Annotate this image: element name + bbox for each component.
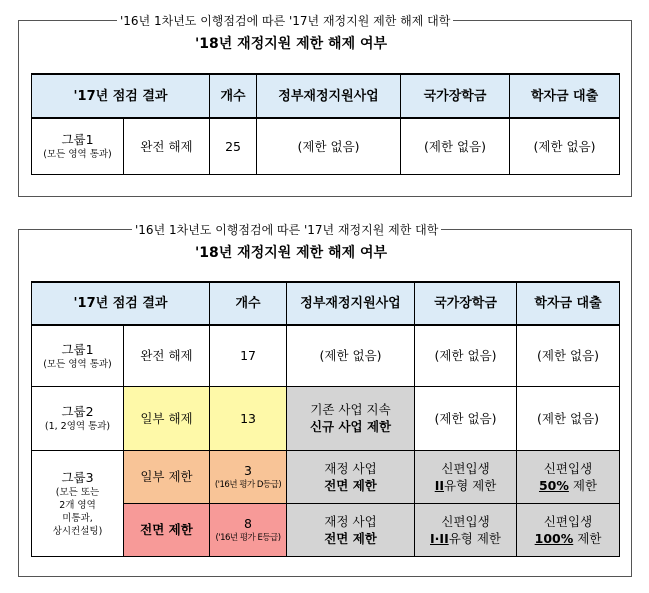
scholarship-line1: 신편입생: [441, 460, 490, 476]
section2-header-row: [32, 282, 620, 325]
table-row: [32, 386, 620, 450]
count-cell: 17: [210, 325, 287, 386]
loan-rest: 제한: [573, 530, 602, 546]
result-cell: 일부 제한: [124, 450, 210, 503]
count-cell: 25: [210, 118, 257, 174]
header-loan: 학자금 대출: [517, 282, 620, 325]
scholarship-rest: 유형 제한: [444, 477, 497, 493]
table-row: [32, 325, 620, 386]
header-result: '17년 점검 결과: [32, 74, 210, 118]
gov-cell: [287, 450, 415, 503]
header-gov: 정부재정지원사업: [257, 74, 401, 118]
group-cell: [32, 118, 124, 174]
section1-table: [31, 73, 620, 175]
gov-cell: [287, 386, 415, 450]
gov-cell: [287, 503, 415, 556]
gov-cell: (제한 없음): [257, 118, 401, 174]
header-result: '17년 점검 결과: [32, 282, 210, 325]
result-cell: 완전 해제: [124, 118, 210, 174]
scholarship-cell: (제한 없음): [415, 386, 517, 450]
result-cell: 전면 제한: [124, 503, 210, 556]
loan-cell: (제한 없음): [517, 386, 620, 450]
result-cell: 일부 해제: [124, 386, 210, 450]
header-gov: 정부재정지원사업: [287, 282, 415, 325]
group-sub-label: (모든 영역 통과): [43, 149, 112, 161]
header-loan: 학자금 대출: [510, 74, 620, 118]
group-label: 그룹3: [61, 469, 94, 485]
group-sub-label-1: (모든 또는: [55, 486, 100, 498]
scholarship-cell: (제한 없음): [401, 118, 510, 174]
group-sub-label-3: 미통과,: [62, 512, 93, 524]
gov-line2: 신규 사업 제한: [309, 419, 392, 434]
section1-header-row: [32, 74, 620, 118]
loan-rest: 제한: [568, 477, 598, 493]
scholarship-cell: (제한 없음): [415, 325, 517, 386]
table-row: [32, 118, 620, 174]
group-sub-label-2: 2개 영역: [59, 499, 96, 511]
count-value: 8: [244, 516, 252, 531]
header-count: 개수: [210, 282, 287, 325]
loan-cell: (제한 없음): [517, 325, 620, 386]
section1-legend: '16년 1차년도 이행점검에 따른 '17년 재정지원 제한 해제 대학: [117, 12, 453, 29]
section2-subtitle: '18년 재정지원 제한 해제 여부: [195, 245, 388, 261]
result-cell: 완전 해제: [124, 325, 210, 386]
group-sub-label-4: 상시컨설팅): [52, 525, 103, 537]
header-count: 개수: [210, 74, 257, 118]
count-grade-note: ('16년 평가 E등급): [215, 533, 281, 543]
count-cell: 13: [210, 386, 287, 450]
section2-table: [31, 281, 620, 557]
scholarship-type: I·II: [430, 530, 449, 546]
loan-cell: [517, 503, 620, 556]
count-cell: [210, 450, 287, 503]
loan-line1: 신편입생: [543, 513, 593, 529]
header-scholarship: 국가장학금: [401, 74, 510, 118]
group-label: 그룹2: [61, 404, 94, 419]
table-row: [32, 450, 620, 503]
gov-line1: 기존 사업 지속: [310, 402, 391, 417]
section1-subtitle: '18년 재정지원 제한 해제 여부: [195, 36, 388, 52]
gov-line1: 재정 사업: [324, 513, 377, 529]
scholarship-line1: 신편입생: [441, 513, 490, 529]
gov-cell: (제한 없음): [287, 325, 415, 386]
group-sub-label: (1, 2영역 통과): [44, 421, 111, 432]
loan-line1: 신편입생: [543, 460, 593, 476]
scholarship-rest: 유형 제한: [448, 530, 501, 546]
loan-percent: 50%: [538, 477, 569, 493]
group-cell: [32, 450, 124, 556]
gov-line2: 전면 제한: [324, 530, 377, 546]
scholarship-cell: [415, 503, 517, 556]
gov-line2: 전면 제한: [324, 477, 377, 493]
group-sub-label: (모든 영역 통과): [43, 358, 112, 370]
count-value: 3: [244, 463, 252, 478]
group-cell: [32, 325, 124, 386]
group-cell: [32, 386, 124, 450]
count-cell: [210, 503, 287, 556]
loan-cell: [517, 450, 620, 503]
scholarship-type: II: [434, 477, 445, 493]
header-scholarship: 국가장학금: [415, 282, 517, 325]
scholarship-cell: [415, 450, 517, 503]
group-label: 그룹1: [61, 132, 94, 148]
gov-line1: 재정 사업: [324, 460, 377, 476]
loan-percent: 100%: [534, 530, 574, 546]
count-grade-note: ('16년 평가 D등급): [214, 480, 282, 490]
loan-cell: (제한 없음): [510, 118, 620, 174]
section2-legend: '16년 1차년도 이행점검에 따른 '17년 재정지원 제한 대학: [132, 221, 441, 238]
group-label: 그룹1: [61, 341, 94, 357]
